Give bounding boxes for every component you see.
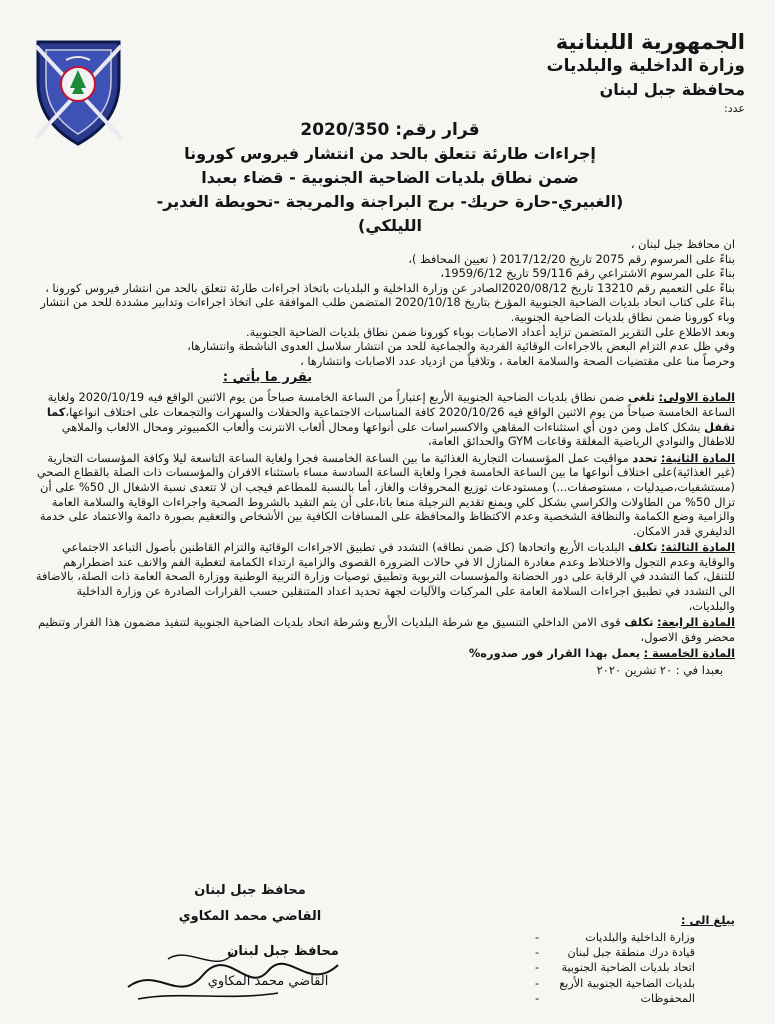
article-heading: المادة الرابعة: xyxy=(657,615,735,630)
governorate-name: محافظة جبل لبنان xyxy=(599,80,745,99)
decree-body xyxy=(30,237,735,678)
article-heading: المادة الاولى: xyxy=(658,390,735,405)
article-heading: المادة الخامسة : xyxy=(643,646,735,661)
preamble-line: وحرصاً منا على مقتضيات الصحة والسلامة العامة ، وتلافياً من ازدياد عدد الاصابات وانتشارها ، xyxy=(300,353,735,368)
place-date-line: بعبدا في : ٢٠ تشرين ٢٠٢٠ xyxy=(596,663,723,678)
stamp-name: القاضي محمد المكاوي xyxy=(207,974,329,989)
article-heading: المادة الثالثة: xyxy=(660,540,735,555)
number-label: عدد: xyxy=(724,102,745,115)
ministry-name: وزارة الداخلية والبلديات xyxy=(546,56,745,76)
signature-block xyxy=(150,878,350,930)
article-text: مواقيت عمل المؤسسات التجارية الغذائية ما بين الساعة الخامسة فجرا ولغاية الساعة التاسعة ليلا وكافة المؤسسات التجارية (غير الغذائية)على اختلاف أنواعها ما بين الساعة الخامسة فجرا ولغاية الساعة السادسة مساء باستثناء الافران والمؤسسات ذات الصلة بالقطاع الصحي (مستشفيات،صيدليات ، مستوصفات...) ومستودعات توزيع المحروقات والغاز، أما بالنسبة للمطاعم فيجب ان لا تتعدى نسبة الاشغال ال 50% على أن تزال 50% من الطاولات والكراسي بشكل كلي ويمنع تقديم النرجيلة منعا باتا،على أن يتم التقيد بالشروط الصحية واجراءات الوقاية والسلامة العامة والزامية وضع الكمامة والنظافة الشخصية وعدم الاكتظاظ والمحافظة على المسافات الكافية بين الأشخاص والتعقيم بصورة دائمة والاعتماد على خدمة الدليفري قدر الامكان. xyxy=(36,450,735,538)
preamble-line: وفي ظل عدم التزام البعض بالاجراءات الوقائية الفردية والجماعية للحد من انتشار سلاسل العدوى الناشطة وانتشارها، xyxy=(187,339,735,354)
republic-name: الجمهورية اللبنانية xyxy=(555,30,745,54)
signatory-title: محافظ جبل لبنان xyxy=(194,883,306,898)
article-text: قوى الامن الداخلي التنسيق مع شرطة البلديات الأربع وشرطة اتحاد بلديات الضاحية الجنوبية لتنفيذ مضمون هذا القرار وتنظيم محضر وفق الاصول، xyxy=(38,615,735,644)
article-5 xyxy=(30,646,735,661)
distribution-item: اتحاد بلديات الضاحية الجنوبية - xyxy=(515,960,735,975)
distribution-title: يبلغ الى : xyxy=(680,913,735,927)
distribution-item: بلديات الضاحية الجنوبية الأربع - xyxy=(515,976,735,991)
article-4 xyxy=(30,615,735,644)
stamp-title: محافظ جبل لبنان xyxy=(227,944,339,959)
article-heading: المادة الثانية: xyxy=(660,450,735,465)
preamble-line: بناءً على المرسوم الاشتراعي رقم 59/116 تاريخ 1959/6/12، xyxy=(440,266,735,281)
decides-heading: يقرر ما يأتي : xyxy=(222,370,313,386)
article-1 xyxy=(30,390,735,448)
preamble-line: وبعد الاطلاع على التقرير المتضمن تزايد أعداد الاصابات بوباء كورونا ضمن نطاق بلديات الضاحية الجنوبية. xyxy=(246,324,735,339)
letterhead xyxy=(515,30,745,116)
distribution-item: المحفوظات - xyxy=(515,991,735,1006)
decision-number: قرار رقم: 2020/350 xyxy=(300,120,480,140)
preamble-line: بناءً على كتاب اتحاد بلديات الضاحية الجنوبية المؤرخ بتاريخ 2020/10/18 المتضمن طلب الموافقة على اتخاذ اجراءات وتدابير مشددة للحد من انتشار وباء كورونا ضمن نطاق بلديات الضاحية الجنوبية. xyxy=(40,295,735,324)
distribution-item: قيادة درك منطقة جبل لبنان - xyxy=(515,945,735,960)
article-keyword: تكلف xyxy=(624,615,654,630)
article-text: البلديات الأربع واتحادها (كل ضمن نطاقه) التشدد في تطبيق الاجراءات الوقائية والتزام القاطنين بأصول التباعد الاجتماعي والوقاية وعدم التجول والاختلاط وعدم مغادرة المنازل الا في حالات الضرورة القصوى والزامية ارتداء الكمامة لتغطية الفم والانف عند اضطرارهم للتنقل، كما التشدد في الرقابة على دور الحضانة والمؤسسات التربوية وتطبيق توصيات وزارة التربية الوطنية ووزارة الصحة العامة ذات الصلة، بالاضافة الى التشدد في تطبيق اجراءات السلامة العامة على المركبات والآليات لجهة تحديد اعداد المتنقلين حسب القرارات الصادرة عن وزارة الداخلية والبلديات، xyxy=(35,540,735,613)
article-text: يعمل بهذا القرار فور صدوره% xyxy=(468,646,640,661)
preamble-line: بناءً على المرسوم رقم 2075 تاريخ 2017/12/20 ( تعيين المحافظ )، xyxy=(408,251,735,266)
article-keyword-2: كما تقفل xyxy=(46,404,735,434)
article-keyword: تلغى xyxy=(628,390,655,405)
signatory-name: القاضي محمد المكاوي xyxy=(178,909,322,924)
article-keyword: تكلف xyxy=(628,540,658,555)
article-text-2: بشكل كامل ومن دون أي استثناءات المقاهي والاكسبراسات على أنواعها ومحال ألعاب الانترنت وألعاب الكمبيوتر ومحال الالعاب والملاهي للاطفال والنوادي الرياضية المغلقة وقاعات GYM والحدائق العامة، xyxy=(61,419,735,449)
official-stamp-signature xyxy=(108,935,358,1010)
governorate-emblem-icon xyxy=(26,36,131,148)
distribution-list xyxy=(515,910,735,1006)
title-line-3: ضمن نطاق بلديات الضاحية الجنوبية - قضاء بعبدا xyxy=(201,168,579,187)
preamble-line: ان محافظ جبل لبنان ، xyxy=(630,237,735,251)
distribution-item: وزارة الداخلية والبلديات - xyxy=(515,930,735,945)
preamble-line: بناءً على التعميم رقم 13210 تاريخ 2020/08/12الصادر عن وزارة الداخلية و البلديات باتخاذ اجراءات طارئة تتعلق بالحد من انتشار فيروس كورونا ، xyxy=(45,280,735,295)
article-text: ضمن نطاق بلديات الضاحية الجنوبية الأربع إعتباراً من الساعة الخامسة صباحاً من يوم الاثنين الواقع فيه 2020/10/19 ولغاية الساعة الخامسة صباحاً من يوم الاثنين الواقع فيه 2020/10/26 كافة المناسبات الاجتماعية والحفلات والسهرات والتجمعات على اختلاف انواعها، xyxy=(47,390,735,419)
title-line-2: إجراءات طارئة تتعلق بالحد من انتشار فيروس كورونا xyxy=(184,144,596,163)
title-line-4: (الغبيري-حارة حريك- برج البراجنة والمريجة -تحويطة الغدير- الليلكي) xyxy=(156,192,624,235)
decree-titles xyxy=(130,118,650,238)
article-3 xyxy=(30,540,735,613)
article-2 xyxy=(30,451,735,539)
article-keyword: تحدد xyxy=(632,450,658,465)
